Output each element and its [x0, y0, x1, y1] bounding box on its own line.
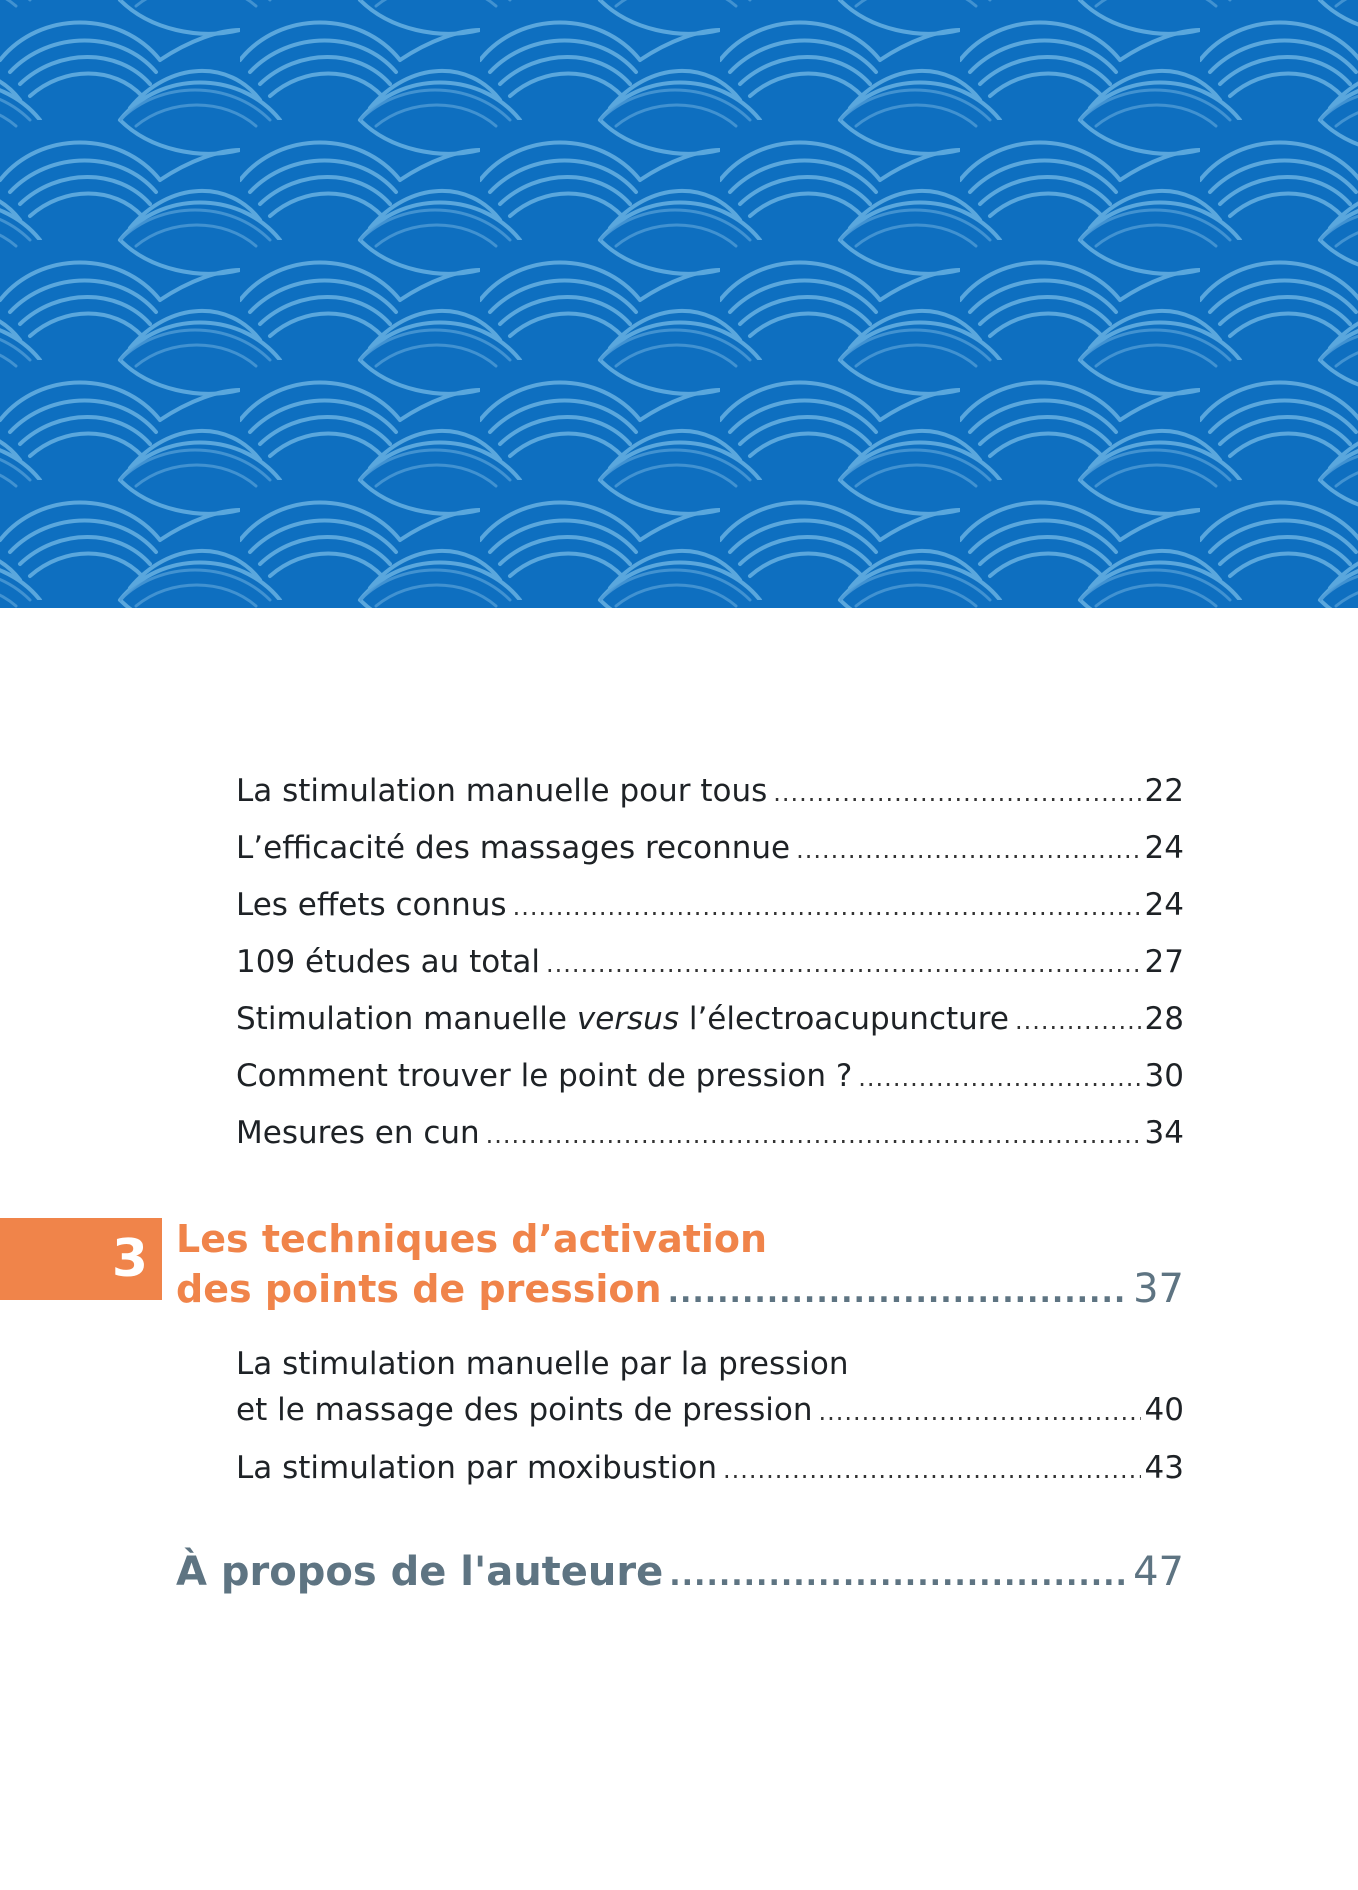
toc-entry-manual-stimulation[interactable]	[236, 772, 1184, 812]
leader-dots	[858, 1059, 1140, 1097]
toc-entry-title: Mesures en cun	[236, 1115, 480, 1151]
toc-entry-massage-efficacy[interactable]	[236, 829, 1184, 869]
title-emphasis: versus	[576, 1001, 679, 1037]
toc-entry-title-line2: et le massage des points de pression	[236, 1392, 813, 1428]
leader-dots	[513, 888, 1141, 926]
toc-entry-title: L’efficacité des massages reconnue	[236, 830, 791, 866]
toc-entry-109-studies[interactable]	[236, 943, 1184, 983]
leader-dots	[669, 1548, 1129, 1604]
toc-entry-title: Comment trouver le point de pression ?	[236, 1058, 853, 1094]
toc-page-number: 40	[1144, 1392, 1184, 1428]
title-part: Stimulation manuelle	[236, 1001, 577, 1037]
about-page-number: 47	[1133, 1549, 1184, 1595]
about-title: À propos de l'auteure	[176, 1549, 664, 1595]
toc-page-number: 43	[1144, 1450, 1184, 1486]
toc-entry-known-effects[interactable]	[236, 886, 1184, 926]
leader-dots	[723, 1451, 1141, 1489]
wave-pattern-banner	[0, 0, 1358, 608]
chapter-title-line1: Les techniques d’activation	[176, 1217, 768, 1261]
toc-entry-title: 109 études au total	[236, 944, 541, 980]
leader-dots	[796, 831, 1140, 869]
toc-page-number: 30	[1144, 1058, 1184, 1094]
toc-entry-cun-measures[interactable]	[236, 1114, 1184, 1154]
toc-entry-title-line1: La stimulation manuelle par la pression	[236, 1346, 849, 1382]
toc-page-number: 24	[1144, 887, 1184, 923]
toc-about-author[interactable]	[176, 1544, 1184, 1604]
toc-page-number: 28	[1144, 1001, 1184, 1037]
leader-dots	[818, 1393, 1140, 1431]
leader-dots	[668, 1268, 1130, 1318]
toc-entry-find-pressure-point[interactable]	[236, 1057, 1184, 1097]
leader-dots	[486, 1116, 1141, 1154]
toc-chapter-heading[interactable]	[176, 1214, 1184, 1318]
chapter-number-badge: 3	[0, 1218, 162, 1300]
toc-entry-title: La stimulation par moxibustion	[236, 1450, 718, 1486]
chapter-title-line2: des points de pression	[176, 1267, 662, 1311]
leader-dots	[546, 945, 1141, 983]
toc-entry-manual-vs-electro[interactable]	[236, 1000, 1184, 1040]
chapter-page-number: 37	[1133, 1266, 1184, 1312]
toc-page-number: 24	[1144, 830, 1184, 866]
leader-dots	[773, 774, 1140, 812]
toc-page-number: 27	[1144, 944, 1184, 980]
leader-dots	[1015, 1002, 1141, 1040]
toc-page-number: 34	[1144, 1115, 1184, 1151]
title-part: l’électroacupuncture	[678, 1001, 1009, 1037]
toc-entry-title	[236, 1000, 1009, 1038]
toc-entry-moxibustion[interactable]	[236, 1449, 1184, 1489]
toc-entry-title: La stimulation manuelle pour tous	[236, 773, 768, 809]
toc-entry-title: Les effets connus	[236, 887, 507, 923]
toc-entry-pressure-massage[interactable]	[236, 1345, 1184, 1431]
toc-page-number: 22	[1144, 773, 1184, 809]
